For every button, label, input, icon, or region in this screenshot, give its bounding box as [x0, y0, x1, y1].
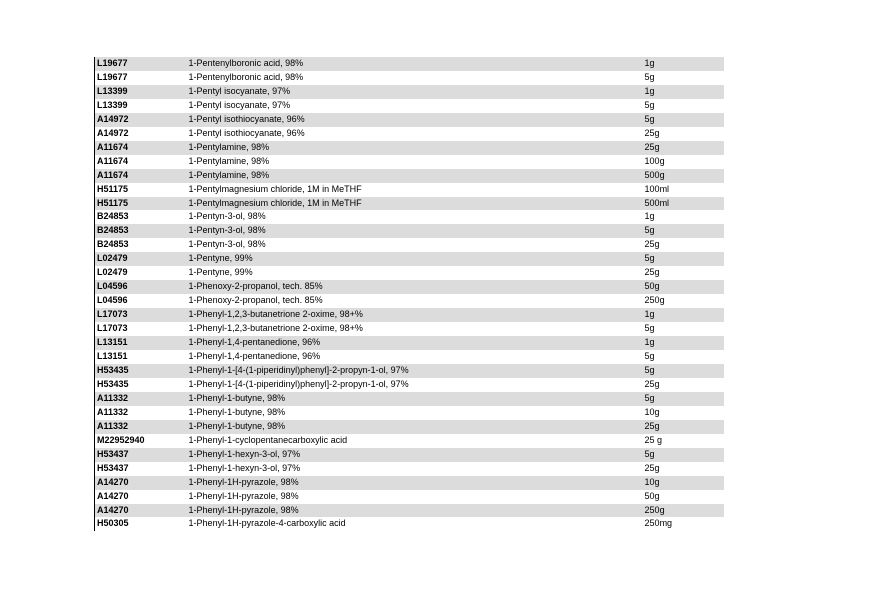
table-row: [95, 517, 725, 531]
product-code-cell: L04596: [95, 294, 187, 308]
product-name-cell: 1-Phenyl-1-[4-(1-piperidinyl)phenyl]-2-propyn-1-ol, 97%: [187, 364, 643, 378]
package-size-cell: 5g: [643, 99, 724, 113]
product-code-cell: A11674: [95, 155, 187, 169]
product-name-cell: 1-Phenyl-1-[4-(1-piperidinyl)phenyl]-2-propyn-1-ol, 97%: [187, 378, 643, 392]
table-row: [95, 183, 725, 197]
product-code-cell: A11332: [95, 406, 187, 420]
product-code-cell: H53435: [95, 364, 187, 378]
product-code-cell: A14972: [95, 127, 187, 141]
package-size-cell: 100ml: [643, 183, 724, 197]
product-name-cell: 1-Phenyl-1-hexyn-3-ol, 97%: [187, 448, 643, 462]
product-name-cell: 1-Phenyl-1,2,3-butanetrione 2-oxime, 98+%: [187, 308, 643, 322]
product-code-cell: B24853: [95, 224, 187, 238]
product-code-cell: H50305: [95, 517, 187, 531]
product-code-cell: A14972: [95, 113, 187, 127]
product-name-cell: 1-Pentylmagnesium chloride, 1M in MeTHF: [187, 197, 643, 211]
product-code-cell: L02479: [95, 266, 187, 280]
product-name-cell: 1-Phenyl-1-butyne, 98%: [187, 406, 643, 420]
product-name-cell: 1-Phenoxy-2-propanol, tech. 85%: [187, 280, 643, 294]
package-size-cell: 250g: [643, 294, 724, 308]
package-size-cell: 25g: [643, 420, 724, 434]
package-size-cell: 1g: [643, 336, 724, 350]
package-size-cell: 250g: [643, 504, 724, 518]
table-row: [95, 294, 725, 308]
product-code-cell: L19677: [95, 57, 187, 71]
product-code-cell: L13151: [95, 350, 187, 364]
table-row: [95, 448, 725, 462]
package-size-cell: 25g: [643, 266, 724, 280]
package-size-cell: 5g: [643, 113, 724, 127]
product-name-cell: 1-Phenyl-1-hexyn-3-ol, 97%: [187, 462, 643, 476]
package-size-cell: 100g: [643, 155, 724, 169]
table-row: [95, 210, 725, 224]
package-size-cell: 25g: [643, 378, 724, 392]
package-size-cell: 10g: [643, 476, 724, 490]
product-name-cell: 1-Phenyl-1H-pyrazole, 98%: [187, 476, 643, 490]
package-size-cell: 500g: [643, 169, 724, 183]
package-size-cell: 5g: [643, 350, 724, 364]
package-size-cell: 1g: [643, 210, 724, 224]
table-row: [95, 434, 725, 448]
product-code-cell: H53437: [95, 448, 187, 462]
product-name-cell: 1-Phenyl-1H-pyrazole, 98%: [187, 504, 643, 518]
table-row: [95, 392, 725, 406]
product-code-cell: L13399: [95, 85, 187, 99]
product-code-cell: H53437: [95, 462, 187, 476]
table-row: [95, 308, 725, 322]
product-name-cell: 1-Pentenylboronic acid, 98%: [187, 57, 643, 71]
product-name-cell: 1-Pentyne, 99%: [187, 266, 643, 280]
product-name-cell: 1-Phenyl-1,4-pentanedione, 96%: [187, 350, 643, 364]
package-size-cell: 5g: [643, 322, 724, 336]
table-row: [95, 85, 725, 99]
table-row: [95, 490, 725, 504]
table-row: [95, 197, 725, 211]
package-size-cell: 5g: [643, 392, 724, 406]
product-table: [94, 57, 724, 531]
product-name-cell: 1-Pentylmagnesium chloride, 1M in MeTHF: [187, 183, 643, 197]
package-size-cell: 5g: [643, 224, 724, 238]
product-code-cell: B24853: [95, 238, 187, 252]
table-row: [95, 224, 725, 238]
product-name-cell: 1-Pentyl isocyanate, 97%: [187, 99, 643, 113]
product-name-cell: 1-Pentylamine, 98%: [187, 169, 643, 183]
product-code-cell: A14270: [95, 476, 187, 490]
product-name-cell: 1-Pentyn-3-ol, 98%: [187, 238, 643, 252]
product-code-cell: A11674: [95, 141, 187, 155]
package-size-cell: 25g: [643, 127, 724, 141]
product-name-cell: 1-Phenyl-1-butyne, 98%: [187, 420, 643, 434]
product-code-cell: L17073: [95, 322, 187, 336]
product-name-cell: 1-Phenyl-1-butyne, 98%: [187, 392, 643, 406]
product-code-cell: H51175: [95, 183, 187, 197]
product-code-cell: L19677: [95, 71, 187, 85]
product-name-cell: 1-Pentenylboronic acid, 98%: [187, 71, 643, 85]
table-row: [95, 364, 725, 378]
product-name-cell: 1-Phenoxy-2-propanol, tech. 85%: [187, 294, 643, 308]
product-name-cell: 1-Phenyl-1,2,3-butanetrione 2-oxime, 98+%: [187, 322, 643, 336]
product-name-cell: 1-Phenyl-1H-pyrazole-4-carboxylic acid: [187, 517, 643, 531]
product-name-cell: 1-Pentyn-3-ol, 98%: [187, 210, 643, 224]
table-row: [95, 420, 725, 434]
table-row: [95, 238, 725, 252]
table-row: [95, 71, 725, 85]
product-table-body: [95, 57, 725, 531]
table-row: [95, 57, 725, 71]
product-name-cell: 1-Pentylamine, 98%: [187, 155, 643, 169]
table-row: [95, 99, 725, 113]
product-name-cell: 1-Pentyl isothiocyanate, 96%: [187, 113, 643, 127]
product-code-cell: L04596: [95, 280, 187, 294]
table-row: [95, 462, 725, 476]
package-size-cell: 5g: [643, 448, 724, 462]
table-row: [95, 378, 725, 392]
package-size-cell: 5g: [643, 364, 724, 378]
package-size-cell: 50g: [643, 490, 724, 504]
table-row: [95, 113, 725, 127]
package-size-cell: 25g: [643, 141, 724, 155]
table-row: [95, 252, 725, 266]
product-name-cell: 1-Pentylamine, 98%: [187, 141, 643, 155]
package-size-cell: 25g: [643, 238, 724, 252]
product-code-cell: L02479: [95, 252, 187, 266]
product-code-cell: A11674: [95, 169, 187, 183]
table-row: [95, 504, 725, 518]
product-code-cell: L13399: [95, 99, 187, 113]
package-size-cell: 5g: [643, 252, 724, 266]
table-row: [95, 280, 725, 294]
product-code-cell: L13151: [95, 336, 187, 350]
table-row: [95, 127, 725, 141]
table-row: [95, 141, 725, 155]
table-row: [95, 350, 725, 364]
package-size-cell: 1g: [643, 85, 724, 99]
table-row: [95, 476, 725, 490]
product-code-cell: A14270: [95, 504, 187, 518]
package-size-cell: 500ml: [643, 197, 724, 211]
package-size-cell: 250mg: [643, 517, 724, 531]
package-size-cell: 1g: [643, 308, 724, 322]
table-row: [95, 322, 725, 336]
product-name-cell: 1-Pentyne, 99%: [187, 252, 643, 266]
table-row: [95, 169, 725, 183]
product-name-cell: 1-Pentyn-3-ol, 98%: [187, 224, 643, 238]
table-row: [95, 406, 725, 420]
table-row: [95, 155, 725, 169]
product-code-cell: H51175: [95, 197, 187, 211]
product-name-cell: 1-Phenyl-1-cyclopentanecarboxylic acid: [187, 434, 643, 448]
product-code-cell: H53435: [95, 378, 187, 392]
product-code-cell: A11332: [95, 420, 187, 434]
package-size-cell: 1g: [643, 57, 724, 71]
product-name-cell: 1-Pentyl isothiocyanate, 96%: [187, 127, 643, 141]
product-code-cell: A14270: [95, 490, 187, 504]
package-size-cell: 50g: [643, 280, 724, 294]
package-size-cell: 25 g: [643, 434, 724, 448]
product-code-cell: L17073: [95, 308, 187, 322]
table-row: [95, 336, 725, 350]
product-name-cell: 1-Phenyl-1H-pyrazole, 98%: [187, 490, 643, 504]
package-size-cell: 10g: [643, 406, 724, 420]
product-name-cell: 1-Pentyl isocyanate, 97%: [187, 85, 643, 99]
table-row: [95, 266, 725, 280]
product-code-cell: B24853: [95, 210, 187, 224]
product-code-cell: M22952940: [95, 434, 187, 448]
product-name-cell: 1-Phenyl-1,4-pentanedione, 96%: [187, 336, 643, 350]
package-size-cell: 25g: [643, 462, 724, 476]
product-code-cell: A11332: [95, 392, 187, 406]
package-size-cell: 5g: [643, 71, 724, 85]
